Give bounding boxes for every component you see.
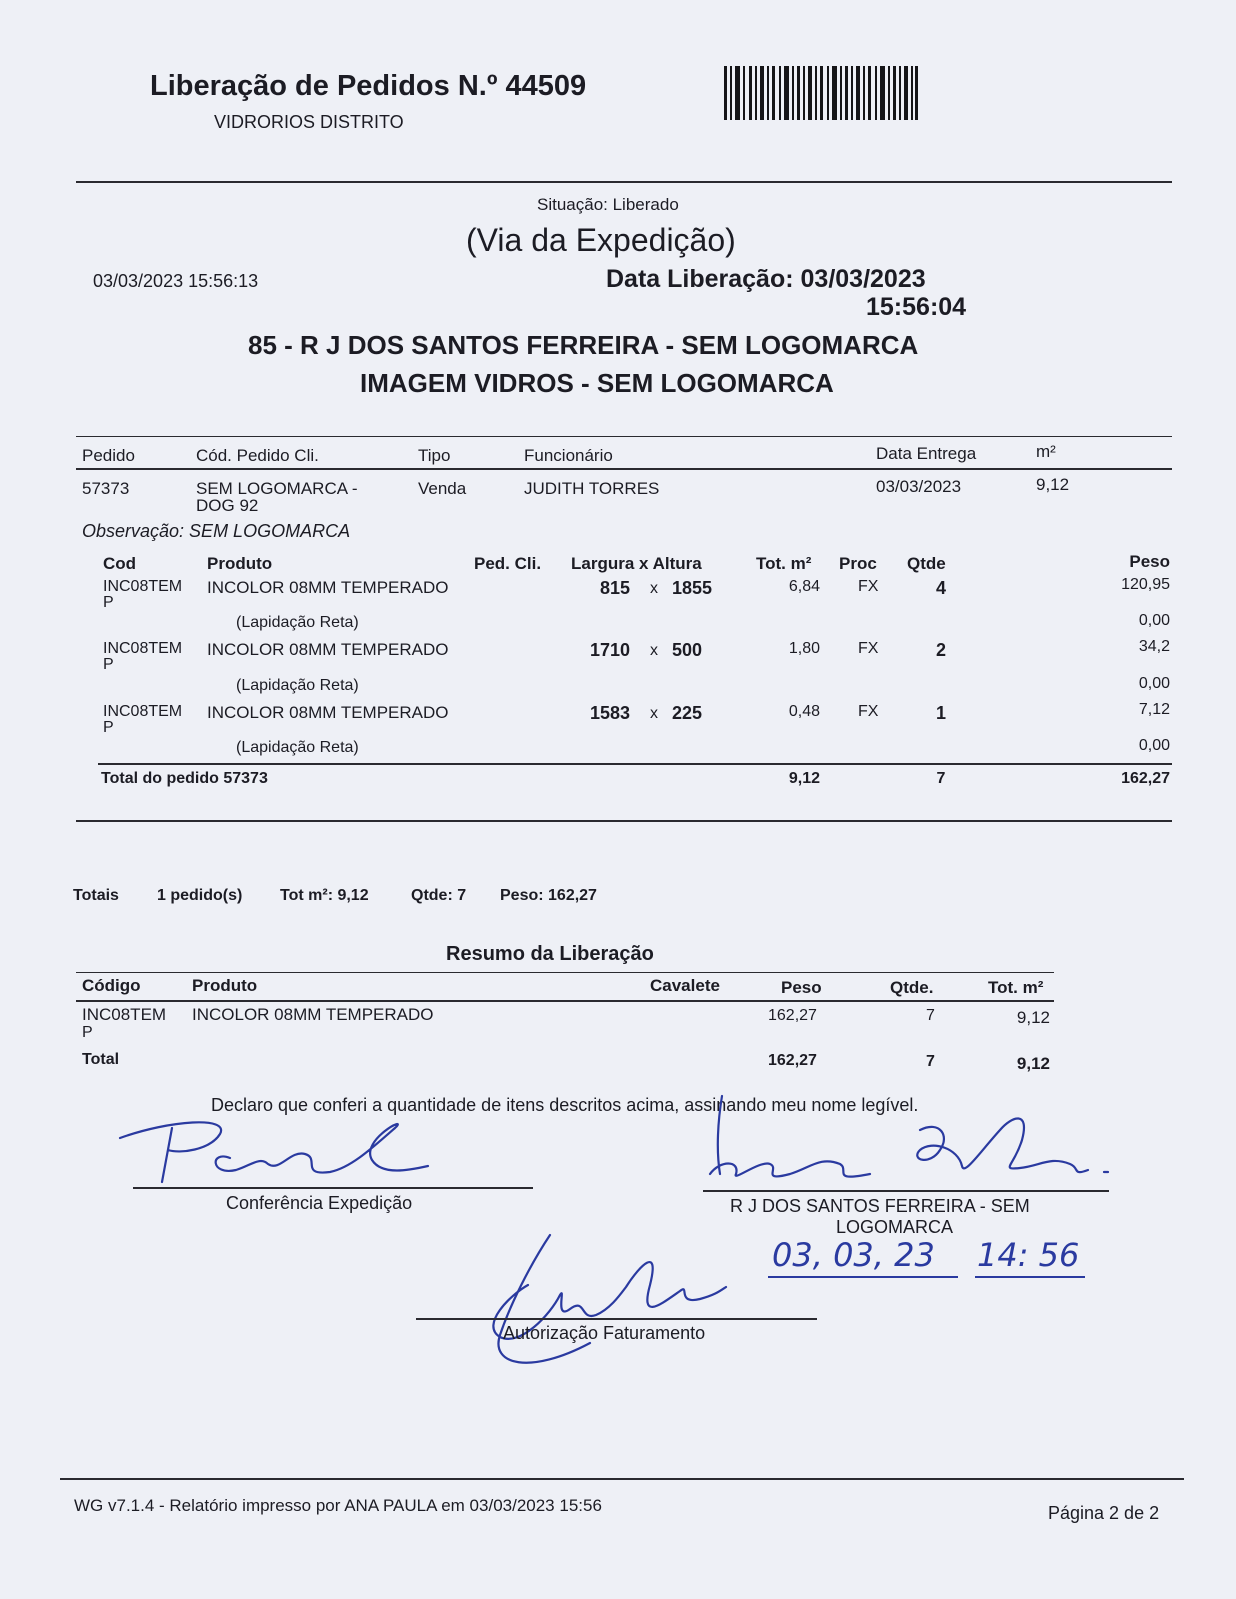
company-name: VIDRORIOS DISTRITO (214, 112, 404, 132)
items-col-larg-alt: Largura x Altura (571, 554, 702, 573)
order-pedido: 57373 (82, 479, 130, 498)
resumo-title: Resumo da Liberação (446, 943, 654, 965)
header-divider (76, 181, 1172, 183)
time-underline (975, 1276, 1085, 1278)
signature-conferencia (110, 1110, 440, 1190)
resumo-col-codigo: Código (82, 976, 141, 995)
totais-pedidos: 1 pedido(s) (157, 887, 243, 904)
order-total-rule (98, 763, 1172, 765)
order-header-rule (76, 468, 1172, 470)
item-peso: 34,2 (1138, 638, 1170, 655)
item-largura: 1583 (589, 703, 630, 723)
items-col-cod: Cod (103, 554, 137, 573)
order-total-label: Total do pedido 57373 (101, 770, 268, 787)
order-m2: 9,12 (1036, 475, 1070, 494)
item-x: x (650, 580, 658, 597)
signature-autorizacao (470, 1225, 740, 1375)
item-altura: 225 (672, 703, 703, 723)
totais-qtde: Qtde: 7 (411, 887, 467, 904)
conferencia-label: Conferência Expedição (226, 1193, 413, 1213)
item-x: x (650, 705, 658, 722)
resumo-row-cod: INC08TEM (82, 1005, 167, 1024)
signature-line-cliente (703, 1190, 1109, 1192)
item-tot-m2: 6,84 (788, 578, 820, 595)
order-cod-cli-2: DOG 92 (196, 496, 259, 515)
data-liberacao: Data Liberação: 03/03/2023 (606, 265, 926, 293)
page-number: Página 2 de 2 (1048, 1503, 1160, 1523)
situacao: Situação: Liberado (537, 195, 679, 214)
totais-peso: Peso: 162,27 (500, 887, 597, 904)
resumo-row-tot-m2: 9,12 (1016, 1008, 1050, 1027)
barcode (724, 66, 918, 120)
col-pedido: Pedido (82, 446, 135, 465)
item-sub: (Lapidação Reta) (236, 739, 359, 756)
resumo-row-produto: INCOLOR 08MM TEMPERADO (192, 1005, 434, 1024)
handwritten-date: 03, 03, 23 (772, 1236, 935, 1274)
order-top-rule (76, 436, 1172, 437)
col-cod-cli: Cód. Pedido Cli. (196, 446, 319, 465)
item-largura: 1710 (589, 640, 630, 660)
item-proc: FX (858, 640, 879, 657)
item-cod: INC08TEM (103, 640, 183, 657)
items-col-qtde: Qtde (907, 554, 946, 573)
item-peso: 7,12 (1138, 701, 1170, 718)
item-cod-cont: P (103, 719, 114, 736)
resumo-header-rule (76, 1000, 1054, 1002)
item-largura: 815 (599, 578, 630, 598)
document-title: Liberação de Pedidos N.º 44509 (150, 70, 587, 102)
autorizacao-label: Autorização Faturamento (503, 1323, 706, 1343)
resumo-total-label: Total (82, 1051, 120, 1068)
resumo-row-qtde: 7 (926, 1007, 935, 1024)
resumo-col-peso: Peso (781, 978, 822, 997)
order-funcionario: JUDITH TORRES (524, 479, 660, 498)
item-qtde: 4 (935, 578, 946, 598)
signature-line-conferencia (133, 1187, 533, 1189)
item-sub-peso: 0,00 (1138, 612, 1170, 629)
resumo-total-qtde: 7 (926, 1053, 935, 1070)
item-sub: (Lapidação Reta) (236, 614, 359, 631)
item-tot-m2: 0,48 (788, 703, 820, 720)
resumo-top-rule (76, 972, 1054, 973)
item-cod: INC08TEM (103, 578, 183, 595)
order-cod-cli-1: SEM LOGOMARCA - (196, 479, 358, 498)
item-qtde: 1 (935, 703, 946, 723)
resumo-col-tot-m2: Tot. m² (988, 978, 1044, 997)
resumo-total-peso: 162,27 (768, 1052, 817, 1069)
items-col-produto: Produto (207, 554, 273, 573)
item-x: x (650, 642, 658, 659)
item-cod-cont: P (103, 594, 114, 611)
item-altura: 1855 (672, 578, 713, 598)
totais-label: Totais (73, 887, 119, 904)
order-total-peso: 162,27 (1121, 770, 1170, 787)
resumo-row-peso: 162,27 (768, 1007, 817, 1024)
col-m2: m² (1036, 442, 1056, 461)
item-altura: 500 (672, 640, 703, 660)
item-produto: INCOLOR 08MM TEMPERADO (207, 703, 449, 722)
order-total-m2: 9,12 (788, 770, 820, 787)
observacao: Observação: SEM LOGOMARCA (82, 521, 351, 541)
print-timestamp: 03/03/2023 15:56:13 (93, 271, 259, 291)
item-cod-cont: P (103, 656, 114, 673)
items-col-tot-m2: Tot. m² (756, 554, 812, 573)
resumo-col-produto: Produto (192, 976, 258, 995)
item-cod: INC08TEM (103, 703, 183, 720)
order-bottom-rule (76, 820, 1172, 822)
resumo-col-cavalete: Cavalete (650, 976, 720, 995)
resumo-col-qtde: Qtde. (890, 978, 934, 997)
col-tipo: Tipo (418, 446, 451, 465)
signature-cliente (700, 1090, 1120, 1190)
order-total-qtde: 7 (936, 770, 946, 787)
footer-printed-by: WG v7.1.4 - Relatório impresso por ANA PAULA em 03/03/2023 15:56 (74, 1496, 602, 1515)
items-col-peso: Peso (1129, 552, 1170, 571)
handwritten-time: 14: 56 (977, 1236, 1080, 1274)
totais-m2: Tot m²: 9,12 (280, 887, 369, 904)
item-produto: INCOLOR 08MM TEMPERADO (207, 578, 449, 597)
order-tipo: Venda (418, 479, 467, 498)
date-underline (768, 1276, 958, 1278)
item-tot-m2: 1,80 (788, 640, 820, 657)
item-produto: INCOLOR 08MM TEMPERADO (207, 640, 449, 659)
order-data-entrega: 03/03/2023 (876, 477, 962, 496)
item-sub-peso: 0,00 (1138, 675, 1170, 692)
resumo-total-tot-m2: 9,12 (1016, 1054, 1050, 1073)
resumo-row-cod-cont: P (82, 1024, 93, 1041)
item-qtde: 2 (935, 640, 946, 660)
footer-rule (60, 1478, 1184, 1480)
item-proc: FX (858, 703, 879, 720)
cliente-label-1: R J DOS SANTOS FERREIRA - SEM (730, 1196, 1030, 1216)
item-proc: FX (858, 578, 879, 595)
declaration: Declaro que conferi a quantidade de itens descritos acima, assinando meu nome legível. (211, 1095, 919, 1115)
cliente-label-2: LOGOMARCA (836, 1217, 954, 1237)
item-sub: (Lapidação Reta) (236, 677, 359, 694)
client-name: 85 - R J DOS SANTOS FERREIRA - SEM LOGOMARCA (248, 330, 919, 360)
items-col-proc: Proc (839, 554, 877, 573)
items-col-ped-cli: Ped. Cli. (474, 554, 542, 573)
data-liberacao-time: 15:56:04 (866, 293, 967, 321)
via-label: (Via da Expedição) (466, 222, 736, 258)
item-peso: 120,95 (1121, 576, 1170, 593)
item-sub-peso: 0,00 (1138, 737, 1170, 754)
col-data-entrega: Data Entrega (876, 444, 977, 463)
col-funcionario: Funcionário (524, 446, 613, 465)
signature-line-autorizacao (416, 1318, 817, 1320)
client-subname: IMAGEM VIDROS - SEM LOGOMARCA (360, 368, 834, 398)
